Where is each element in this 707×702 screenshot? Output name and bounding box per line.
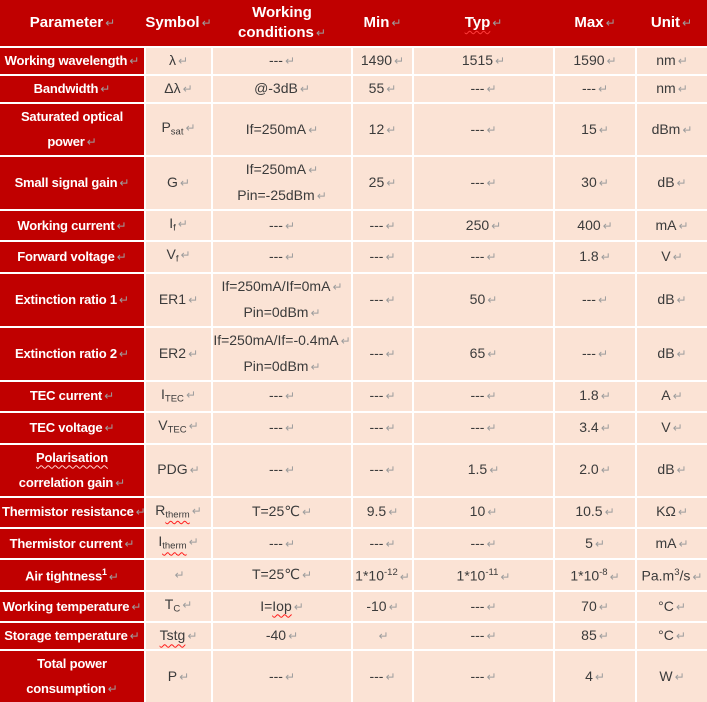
- table-row: [0, 47, 707, 75]
- typ-cell: 1.5 ↵: [413, 444, 554, 497]
- symbol-cell: $V_{TEC}$ ↵: [145, 412, 212, 443]
- symbol-cell: ER1 ↵: [145, 273, 212, 327]
- symbol-cell: λ ↵: [145, 47, 212, 75]
- max-cell: 15 ↵: [554, 103, 636, 156]
- col-header-symbol: Symbol ↵: [145, 0, 212, 47]
- unit-cell: °C ↵: [636, 622, 707, 650]
- max-cell: --- ↵: [554, 75, 636, 103]
- parameter-cell: Thermistor current ↵: [0, 528, 145, 559]
- parameter-cell: Storage temperature ↵: [0, 622, 145, 650]
- typ-cell: --- ↵: [413, 591, 554, 622]
- working-conditions-cell: I=Iop ↵: [212, 591, 352, 622]
- table-row: [0, 103, 707, 156]
- table-row: [0, 528, 707, 559]
- typ-cell: 1515 ↵: [413, 47, 554, 75]
- min-cell: 1490 ↵: [352, 47, 413, 75]
- symbol-cell: $T_C$ ↵: [145, 591, 212, 622]
- table-row: [0, 412, 707, 443]
- typ-cell: 10 ↵: [413, 497, 554, 528]
- table-row: [0, 622, 707, 650]
- unit-cell: dB ↵: [636, 273, 707, 327]
- max-cell: 85 ↵: [554, 622, 636, 650]
- table-row: [0, 591, 707, 622]
- table-row: [0, 559, 707, 591]
- table-body: [0, 47, 707, 702]
- min-cell: --- ↵: [352, 412, 413, 443]
- typ-cell: --- ↵: [413, 412, 554, 443]
- typ-cell: --- ↵: [413, 622, 554, 650]
- working-conditions-cell: --- ↵: [212, 210, 352, 241]
- unit-cell: dB ↵: [636, 156, 707, 210]
- working-conditions-cell: --- ↵: [212, 241, 352, 272]
- table-row: [0, 75, 707, 103]
- working-conditions-cell: T=25℃ ↵: [212, 559, 352, 591]
- working-conditions-cell: If=250mA ↵: [212, 103, 352, 156]
- parameter-cell: Thermistor resistance ↵: [0, 497, 145, 528]
- working-conditions-cell: -40 ↵: [212, 622, 352, 650]
- table-row: [0, 327, 707, 381]
- parameter-cell: Forward voltage ↵: [0, 241, 145, 272]
- unit-cell: dB ↵: [636, 444, 707, 497]
- working-conditions-cell: --- ↵: [212, 412, 352, 443]
- max-cell: 4 ↵: [554, 650, 636, 702]
- typ-cell: --- ↵: [413, 650, 554, 702]
- min-cell: --- ↵: [352, 528, 413, 559]
- unit-cell: nm ↵: [636, 75, 707, 103]
- parameter-cell: Polarisation correlation gain ↵: [0, 444, 145, 497]
- col-header-typ: Typ ↵: [413, 0, 554, 47]
- parameter-cell: TEC current ↵: [0, 381, 145, 412]
- unit-cell: mA ↵: [636, 210, 707, 241]
- unit-cell: $Pa.m^3/s$ ↵: [636, 559, 707, 591]
- unit-cell: A ↵: [636, 381, 707, 412]
- min-cell: --- ↵: [352, 327, 413, 381]
- typ-cell: --- ↵: [413, 381, 554, 412]
- parameter-cell: Extinction ratio 1 ↵: [0, 273, 145, 327]
- col-header-parameter: Parameter ↵: [0, 0, 145, 47]
- symbol-cell: P ↵: [145, 650, 212, 702]
- unit-cell: nm ↵: [636, 47, 707, 75]
- working-conditions-cell: --- ↵: [212, 650, 352, 702]
- symbol-cell: Tstg ↵: [145, 622, 212, 650]
- parameter-cell: Working temperature ↵: [0, 591, 145, 622]
- working-conditions-cell: --- ↵: [212, 528, 352, 559]
- min-cell: 9.5 ↵: [352, 497, 413, 528]
- max-cell: 1590 ↵: [554, 47, 636, 75]
- unit-cell: dB ↵: [636, 327, 707, 381]
- working-conditions-cell: If=250mA/If=0mA ↵ Pin=0dBm ↵: [212, 273, 352, 327]
- min-cell: 25 ↵: [352, 156, 413, 210]
- col-header-working-conditions: Working conditions ↵: [212, 0, 352, 47]
- unit-cell: °C ↵: [636, 591, 707, 622]
- symbol-cell: Δλ ↵: [145, 75, 212, 103]
- symbol-cell: $I_{TEC}$ ↵: [145, 381, 212, 412]
- min-cell: --- ↵: [352, 210, 413, 241]
- min-cell: --- ↵: [352, 444, 413, 497]
- max-cell: 400 ↵: [554, 210, 636, 241]
- max-cell: $1*10^{-8}$ ↵: [554, 559, 636, 591]
- min-cell: --- ↵: [352, 273, 413, 327]
- parameter-cell: TEC voltage ↵: [0, 412, 145, 443]
- working-conditions-cell: T=25℃ ↵: [212, 497, 352, 528]
- min-cell: 12 ↵: [352, 103, 413, 156]
- symbol-cell: ER2 ↵: [145, 327, 212, 381]
- max-cell: 5 ↵: [554, 528, 636, 559]
- table-row: [0, 273, 707, 327]
- working-conditions-cell: --- ↵: [212, 47, 352, 75]
- typ-cell: $1*10^{-11}$ ↵: [413, 559, 554, 591]
- table-row: [0, 241, 707, 272]
- col-header-max: Max ↵: [554, 0, 636, 47]
- symbol-cell: $I_{therm}$ ↵: [145, 528, 212, 559]
- min-cell: --- ↵: [352, 241, 413, 272]
- max-cell: 3.4 ↵: [554, 412, 636, 443]
- col-header-unit: Unit ↵: [636, 0, 707, 47]
- typ-cell: 250 ↵: [413, 210, 554, 241]
- max-cell: 2.0 ↵: [554, 444, 636, 497]
- working-conditions-cell: If=250mA/If=-0.4mA ↵ Pin=0dBm ↵: [212, 327, 352, 381]
- typ-cell: --- ↵: [413, 75, 554, 103]
- header-row: [0, 0, 707, 47]
- typ-cell: --- ↵: [413, 528, 554, 559]
- unit-cell: mA ↵: [636, 528, 707, 559]
- min-cell: --- ↵: [352, 381, 413, 412]
- max-cell: 1.8 ↵: [554, 241, 636, 272]
- parameter-cell: Working wavelength ↵: [0, 47, 145, 75]
- table-row: [0, 381, 707, 412]
- unit-cell: V ↵: [636, 241, 707, 272]
- unit-cell: V ↵: [636, 412, 707, 443]
- min-cell: ↵: [352, 622, 413, 650]
- max-cell: 1.8 ↵: [554, 381, 636, 412]
- table-row: [0, 497, 707, 528]
- max-cell: 10.5 ↵: [554, 497, 636, 528]
- parameter-cell: Working current ↵: [0, 210, 145, 241]
- symbol-cell: $P_{sat}$ ↵: [145, 103, 212, 156]
- typ-cell: --- ↵: [413, 103, 554, 156]
- max-cell: --- ↵: [554, 327, 636, 381]
- max-cell: 70 ↵: [554, 591, 636, 622]
- min-cell: -10 ↵: [352, 591, 413, 622]
- table-row: [0, 650, 707, 702]
- table-row: [0, 210, 707, 241]
- typ-cell: --- ↵: [413, 241, 554, 272]
- symbol-cell: $R_{therm}$ ↵: [145, 497, 212, 528]
- col-header-min: Min ↵: [352, 0, 413, 47]
- symbol-cell: G ↵: [145, 156, 212, 210]
- max-cell: 30 ↵: [554, 156, 636, 210]
- parameter-cell: Bandwidth ↵: [0, 75, 145, 103]
- min-cell: --- ↵: [352, 650, 413, 702]
- symbol-cell: $V_f$ ↵: [145, 241, 212, 272]
- parameter-cell: Small signal gain ↵: [0, 156, 145, 210]
- parameter-cell: Saturated optical power ↵: [0, 103, 145, 156]
- parameter-cell: Air tightness$^1$ ↵: [0, 559, 145, 591]
- parameter-cell: Extinction ratio 2 ↵: [0, 327, 145, 381]
- typ-cell: 50 ↵: [413, 273, 554, 327]
- working-conditions-cell: --- ↵: [212, 381, 352, 412]
- symbol-cell: $I_f$ ↵: [145, 210, 212, 241]
- working-conditions-cell: If=250mA ↵ Pin=-25dBm ↵: [212, 156, 352, 210]
- parameter-cell: Total power consumption ↵: [0, 650, 145, 702]
- max-cell: --- ↵: [554, 273, 636, 327]
- unit-cell: dBm ↵: [636, 103, 707, 156]
- working-conditions-cell: --- ↵: [212, 444, 352, 497]
- min-cell: 55 ↵: [352, 75, 413, 103]
- symbol-cell: PDG ↵: [145, 444, 212, 497]
- unit-cell: KΩ ↵: [636, 497, 707, 528]
- table-row: [0, 444, 707, 497]
- table-row: [0, 156, 707, 210]
- typ-cell: 65 ↵: [413, 327, 554, 381]
- unit-cell: W ↵: [636, 650, 707, 702]
- working-conditions-cell: @-3dB ↵: [212, 75, 352, 103]
- typ-cell: --- ↵: [413, 156, 554, 210]
- symbol-cell: ↵: [145, 559, 212, 591]
- min-cell: $1*10^{-12}$ ↵: [352, 559, 413, 591]
